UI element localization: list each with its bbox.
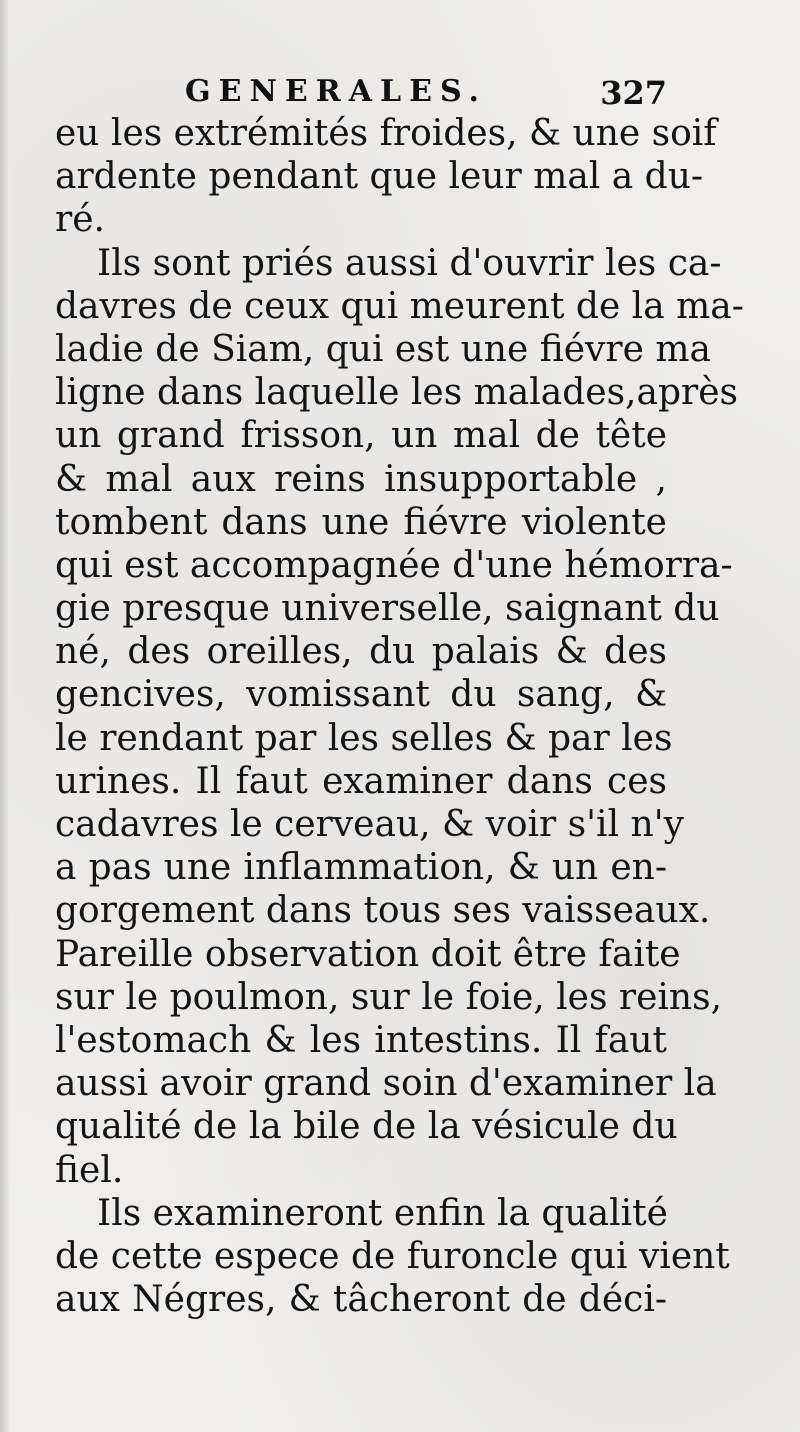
text-line: ré. (55, 199, 105, 241)
text-line: né, des oreilles, du palais & des (55, 631, 667, 673)
text-line: fiel. (55, 1149, 124, 1191)
text-line: qualité de la bile de la vésicule du (55, 1106, 678, 1148)
page-header (55, 74, 667, 114)
text-line: ligne dans laquelle les malades,après (55, 372, 738, 414)
page-binding-edge (0, 0, 10, 1432)
text-line: gie presque universelle, saignant du (55, 588, 720, 630)
running-head: GENERALES. (185, 74, 487, 109)
text-line: aux Négres, & tâcheront de déci- (55, 1279, 667, 1321)
text-line: de cette espece de furoncle qui vient (55, 1235, 730, 1277)
text-line: gorgement dans tous ses vaisseaux. (55, 890, 711, 932)
text-line: & mal aux reins insupportable , (55, 458, 667, 500)
text-line: le rendant par les selles & par les (55, 717, 673, 759)
text-line: ladie de Siam, qui est une fiévre ma (55, 328, 711, 370)
text-line: un grand frisson, un mal de tête (55, 415, 667, 457)
text-line: tombent dans une fiévre violente (55, 501, 667, 543)
text-line: davres de ceux qui meurent de la ma- (55, 285, 744, 327)
text-line: qui est accompagnée d'une hémorra- (55, 544, 733, 586)
text-line: sur le poulmon, sur le foie, les reins, (55, 976, 723, 1018)
text-line: a pas une inflammation, & un en- (55, 847, 667, 889)
text-line: gencives, vomissant du sang, & (55, 674, 667, 716)
text-line: ardente pendant que leur mal a du- (55, 156, 704, 198)
page-number: 327 (600, 74, 667, 112)
text-line: l'estomach & les intestins. Il faut (55, 1019, 667, 1061)
text-line: cadavres le cerveau, & voir s'il n'y (55, 804, 684, 845)
body-text (55, 112, 744, 1321)
text-line: Ils examineront enfin la qualité (97, 1192, 668, 1234)
text-line: Pareille observation doit être faite (55, 933, 681, 975)
text-line: urines. Il faut examiner dans ces (55, 760, 667, 802)
text-line: eu les extrémités froides, & une soif (55, 113, 717, 154)
text-line: aussi avoir grand soin d'examiner la (55, 1063, 717, 1105)
text-line: Ils sont priés aussi d'ouvrir les ca- (97, 242, 722, 284)
